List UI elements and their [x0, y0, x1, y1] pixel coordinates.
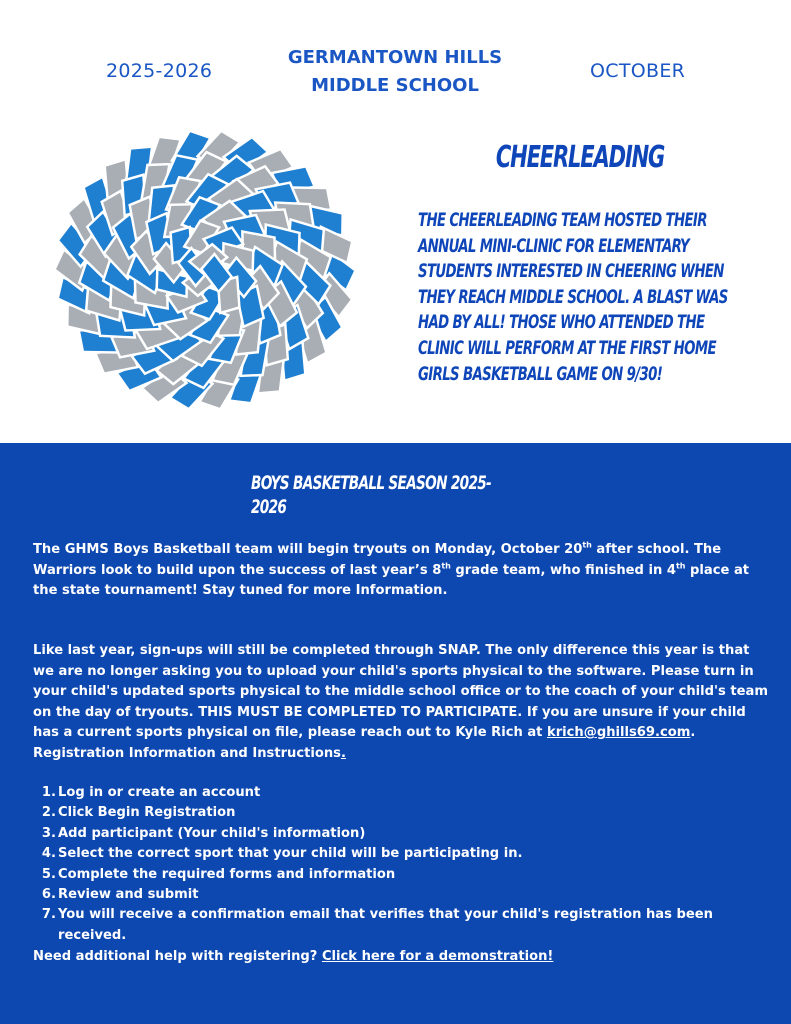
step-number: 5. [41, 866, 56, 882]
tryouts-paragraph [33, 540, 768, 602]
step-number: 3. [41, 825, 56, 841]
school-name [270, 44, 520, 100]
list-item [33, 783, 773, 803]
tryouts-text: place at the state tournament! Stay tuned for more Information. [33, 562, 750, 598]
tryouts-text: grade team, who finished in 4 [450, 562, 676, 578]
school-name-line2: MIDDLE SCHOOL [311, 75, 479, 96]
basketball-title [251, 471, 510, 519]
header-section [0, 0, 791, 443]
signup-text: Like last year, sign-ups will still be completed through SNAP. The only difference this year is that we are no longer asking you to upload your child's sports physical to the software. Please turn in your child's updated sports physical to the middle school office or to the coach of your child's team on the day of tryouts. THIS MUST BE COMPLETED TO PARTICIPATE. If you are unsure if your child has a current sports physical on file, please reach out to Kyle Rich at [33, 643, 768, 740]
cheer-line: GIRLS BASKETBALL GAME ON 9/30! [418, 363, 663, 385]
cheer-line: THE CHEERLEADING TEAM HOSTED THEIR [418, 210, 707, 231]
cheer-line: THEY REACH MIDDLE SCHOOL. A BLAST WAS [418, 286, 728, 308]
step-text: Review and submit [58, 887, 199, 903]
step-number: 6. [41, 887, 56, 903]
signup-paragraph [33, 641, 768, 764]
step-number: 7. [41, 907, 56, 923]
ordinal-suffix: th [582, 540, 592, 550]
tryouts-text: after school. The Warriors look to build upon the success of last year’s 8 [33, 542, 722, 578]
demonstration-link[interactable]: Click here for a demonstration! [321, 949, 554, 964]
school-year: 2025-2026 [106, 60, 213, 82]
basketball-section [0, 443, 791, 1024]
registration-steps-list [33, 783, 773, 946]
step-text: Add participant (Your child's information) [58, 825, 366, 841]
basketball-title-line2: 2026 [251, 496, 287, 518]
newsletter-month: OCTOBER [590, 60, 686, 82]
ordinal-suffix: th [675, 561, 686, 571]
step-text: You will receive a confirmation email that verifies that your child's registration has been received. [58, 907, 713, 943]
cheer-line: HAD BY ALL! THOSE WHO ATTENDED THE [418, 312, 705, 334]
cheer-line: CLINIC WILL PERFORM AT THE FIRST HOME [418, 337, 716, 359]
email-link[interactable]: krich@ghills69.com [547, 725, 691, 740]
step-text: Click Begin Registration [58, 805, 236, 821]
tryouts-text: The GHMS Boys Basketball team will begin tryouts on Monday, October 20 [33, 542, 583, 557]
list-item [33, 844, 773, 864]
step-text: Complete the required forms and information [58, 866, 396, 882]
registration-info-label: Registration Information and Instructions [33, 745, 341, 761]
step-text: Select the correct sport that your child will be participating in. [58, 846, 523, 862]
basketball-title-line1: BOYS BASKETBALL SEASON 2025- [251, 472, 492, 494]
registration-info-link[interactable]: . [340, 745, 346, 761]
cheer-line: ANNUAL MINI-CLINIC FOR ELEMENTARY [418, 235, 690, 257]
pompom-illustration [40, 120, 370, 420]
step-text: Log in or create an account [58, 785, 261, 800]
ordinal-suffix: th [441, 561, 451, 571]
list-item [33, 803, 773, 823]
list-item [33, 905, 773, 946]
cheerleading-title: CHEERLEADING [495, 140, 665, 175]
step-number: 1. [41, 785, 56, 800]
signup-period: . [690, 725, 696, 740]
list-item [33, 885, 773, 905]
school-name-line1: GERMANTOWN HILLS [287, 47, 503, 68]
cheerleading-text [418, 208, 749, 387]
step-number: 2. [41, 805, 56, 821]
help-line [33, 947, 773, 967]
list-item [33, 824, 773, 844]
cheer-line: STUDENTS INTERESTED IN CHEERING WHEN [418, 261, 724, 283]
help-text: Need additional help with registering? [33, 949, 322, 964]
step-number: 4. [41, 846, 56, 862]
list-item [33, 865, 773, 885]
